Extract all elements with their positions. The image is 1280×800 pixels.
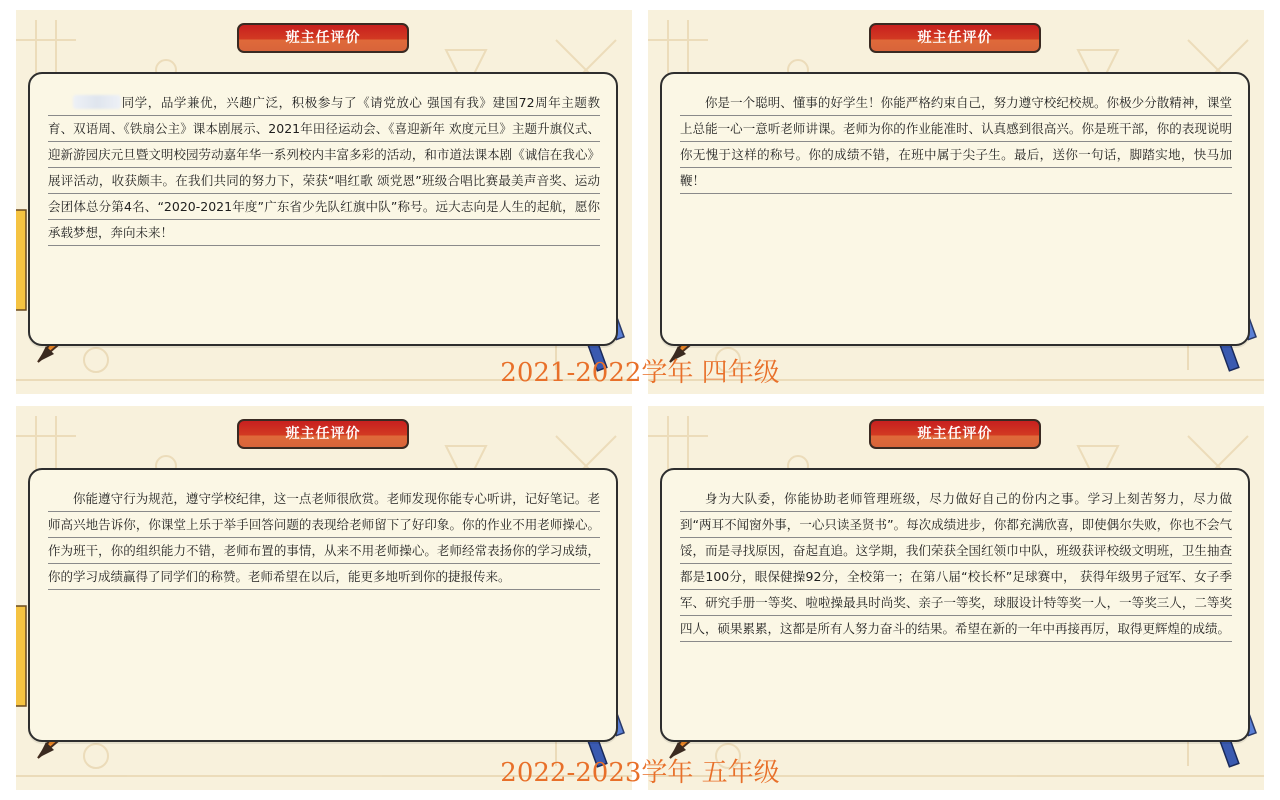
evaluation-panel-2: [648, 10, 1264, 394]
evaluation-text: 身为大队委，你能协助老师管理班级，尽力做好自己的份内之事。学习上刻苦努力，尽力做到“两耳不闻窗外事，一心只读圣贤书”。每次成绩进步，你都充满欣喜，即使偶尔失败，你也不会气馁，而是寻找原因，奋起直追。这学期，我们荣获全国红领巾中队，班级获评校级文明班，卫生抽查都是100分，眼保健操92分，全校第一；在第八届“校长杯”足球赛中， 获得年级男子冠军、女子季军、研究手册一等奖、啦啦操最具时尚奖、亲子一等奖，球服设计特等奖一人，一等奖三人，二等奖四人，硕果累累，这都是所有人努力奋斗的结果。希望在新的一年中再接再厉，取得更辉煌的成绩。: [680, 486, 1232, 642]
evaluation-card: [28, 468, 618, 742]
section-badge: 班主任评价: [869, 23, 1041, 53]
year-caption-bottom: 2022-2023学年 五年级: [500, 758, 780, 788]
evaluation-panel-3: [16, 406, 632, 790]
evaluation-panel-1: [16, 10, 632, 394]
evaluation-card: [660, 468, 1250, 742]
evaluation-text: 你是一个聪明、懂事的好学生！你能严格约束自己，努力遵守校纪校规。你极少分散精神，课堂上总能一心一意听老师讲课。老师为你的作业能准时、认真感到很高兴。你是班干部，你的表现说明你无愧于这样的称号。你的成绩不错，在班中属于尖子生。最后，送你一句话，脚踏实地，快马加鞭！: [680, 90, 1232, 194]
section-badge: 班主任评价: [869, 419, 1041, 449]
section-badge: 班主任评价: [237, 419, 409, 449]
evaluation-text: 同学，品学兼优，兴趣广泛，积极参与了《请党放心 强国有我》建国72周年主题教育、双语周、《铁扇公主》课本剧展示、2021年田径运动会、《喜迎新年 欢度元旦》主题升旗仪式、迎新游园庆元旦暨文明校园劳动嘉年华一系列校内丰富多彩的活动，和市道法课本剧《诚信在我心》展评活动，收获颇丰。在我们共同的努力下，荣获“唱红歌 颂党恩”班级合唱比赛最美声音奖、运动会团体总分第4名、“2020-2021年度”广东省少先队红旗中队”称号。远大志向是人生的起航，愿你承载梦想，奔向未来！: [48, 90, 600, 246]
year-caption-top: 2021-2022学年 四年级: [500, 358, 780, 388]
evaluation-card: [660, 72, 1250, 346]
evaluation-panel-4: [648, 406, 1264, 790]
redacted-name: [73, 95, 121, 109]
evaluation-text: 你能遵守行为规范，遵守学校纪律，这一点老师很欣赏。老师发现你能专心听讲，记好笔记。老师高兴地告诉你，你课堂上乐于举手回答问题的表现给老师留下了好印象。你的作业不用老师操心。作为班干，你的组织能力不错，老师布置的事情，从来不用老师操心。老师经常表扬你的学习成绩，你的学习成绩赢得了同学们的称赞。老师希望在以后，能更多地听到你的捷报传来。: [48, 486, 600, 590]
evaluation-card: [28, 72, 618, 346]
section-badge: 班主任评价: [237, 23, 409, 53]
